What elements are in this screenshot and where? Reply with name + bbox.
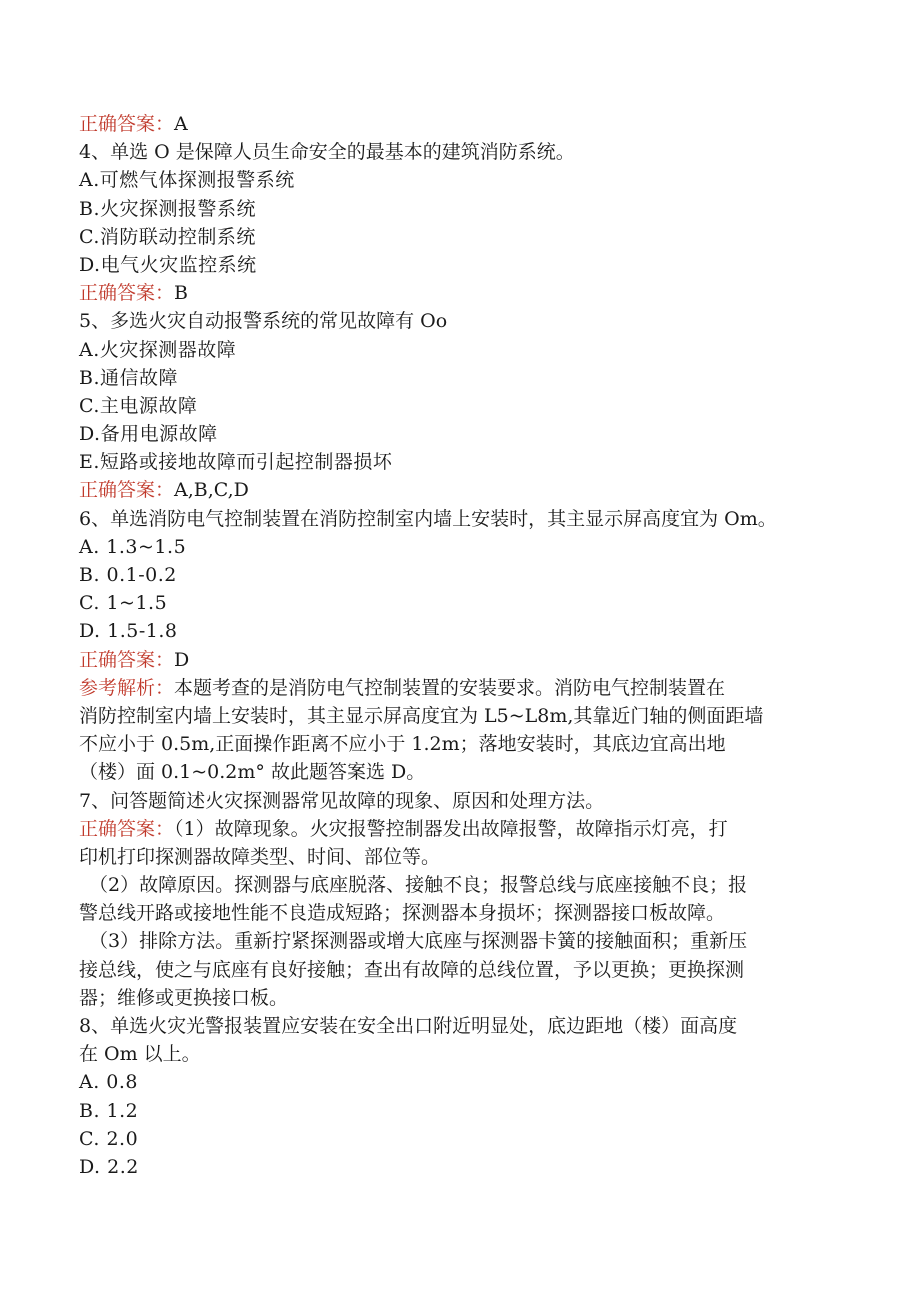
answer-line: [79, 279, 859, 307]
answer-text: 印机打印探测器故障类型、时间、部位等。: [79, 845, 441, 868]
answer-value: A: [174, 113, 188, 135]
analysis-label: 参考解析：: [79, 676, 175, 699]
option: D.电气火灾监控系统: [79, 253, 257, 276]
option: A. 0.8: [79, 1071, 139, 1094]
answer-value: A,B,C,D: [174, 479, 249, 502]
document-page: [79, 110, 859, 1181]
option: C.主电源故障: [79, 394, 198, 417]
answer-line: [79, 476, 859, 504]
question-stem: 在 Om 以上。: [79, 1043, 201, 1066]
question-stem: 5、多选火灾自动报警系统的常见故障有 Oo: [79, 310, 448, 333]
answer-text: （1）故障现象。火灾报警控制器发出故障报警，故障指示灯亮，打: [174, 817, 728, 840]
answer-line: [79, 110, 859, 138]
option: A.火灾探测器故障: [79, 338, 237, 361]
option: E.短路或接地故障而引起控制器损坏: [79, 451, 393, 474]
analysis-text: 不应小于 0.5m,正面操作距离不应小于 1.2m；落地安装时，其底边宜高出地: [79, 733, 726, 756]
analysis-text: （楼）面 0.1~0.2m° 故此题答案选 D。: [79, 761, 426, 784]
answer-label: 正确答案：: [79, 113, 175, 135]
analysis-text: 本题考查的是消防电气控制装置的安装要求。消防电气控制装置在: [174, 676, 726, 699]
answer-label: 正确答案：: [79, 479, 175, 502]
option: A.可燃气体探测报警系统: [79, 169, 295, 192]
option: B.火灾探测报警系统: [79, 197, 257, 220]
answer-text: （2）故障原因。探测器与底座脱落、接触不良；报警总线与底座接触不良；报: [89, 874, 748, 897]
question-stem: 6、单选消防电气控制装置在消防控制室内墙上安装时，其主显示屏高度宜为 Om。: [79, 507, 777, 530]
option: C. 2.0: [79, 1127, 139, 1150]
option: B. 1.2: [79, 1099, 139, 1122]
analysis-line: [79, 674, 859, 702]
answer-text: 接总线，使之与底座有良好接触；查出有故障的总线位置，予以更换；更换探测: [79, 958, 745, 981]
answer-label: 正确答案：: [79, 648, 175, 671]
option: C. 1~1.5: [79, 592, 168, 615]
option: D. 1.5-1.8: [79, 620, 178, 643]
answer-line: [79, 646, 859, 674]
question-stem: 7、问答题简述火灾探测器常见故障的现象、原因和处理方法。: [79, 789, 605, 812]
option: B. 0.1-0.2: [79, 564, 177, 586]
question-stem: 8、单选火灾光警报装置应安装在安全出口附近明显处，底边距地（楼）面高度: [79, 1015, 738, 1037]
answer-value: B: [174, 282, 188, 305]
answer-text: 警总线开路或接地性能不良造成短路；探测器本身损坏；探测器接口板故障。: [79, 902, 726, 925]
option: D.备用电源故障: [79, 423, 218, 446]
answer-text: 器；维修或更换接口板。: [79, 986, 289, 1009]
option: B.通信故障: [79, 366, 179, 389]
answer-text: （3）排除方法。重新拧紧探测器或增大底座与探测器卡簧的接触面积；重新压: [89, 930, 748, 953]
answer-value: D: [174, 648, 190, 671]
analysis-text: 消防控制室内墙上安装时，其主显示屏高度宜为 L5~L8m,其靠近门轴的侧面距墙: [79, 704, 764, 727]
answer-line: [79, 815, 859, 843]
option: C.消防联动控制系统: [79, 225, 256, 248]
answer-label: 正确答案：: [79, 817, 175, 840]
question-stem: 4、单选 O 是保障人员生命安全的最基本的建筑消防系统。: [79, 141, 575, 164]
answer-label: 正确答案：: [79, 282, 175, 305]
option: D. 2.2: [79, 1155, 139, 1178]
option: A. 1.3~1.5: [79, 535, 187, 558]
